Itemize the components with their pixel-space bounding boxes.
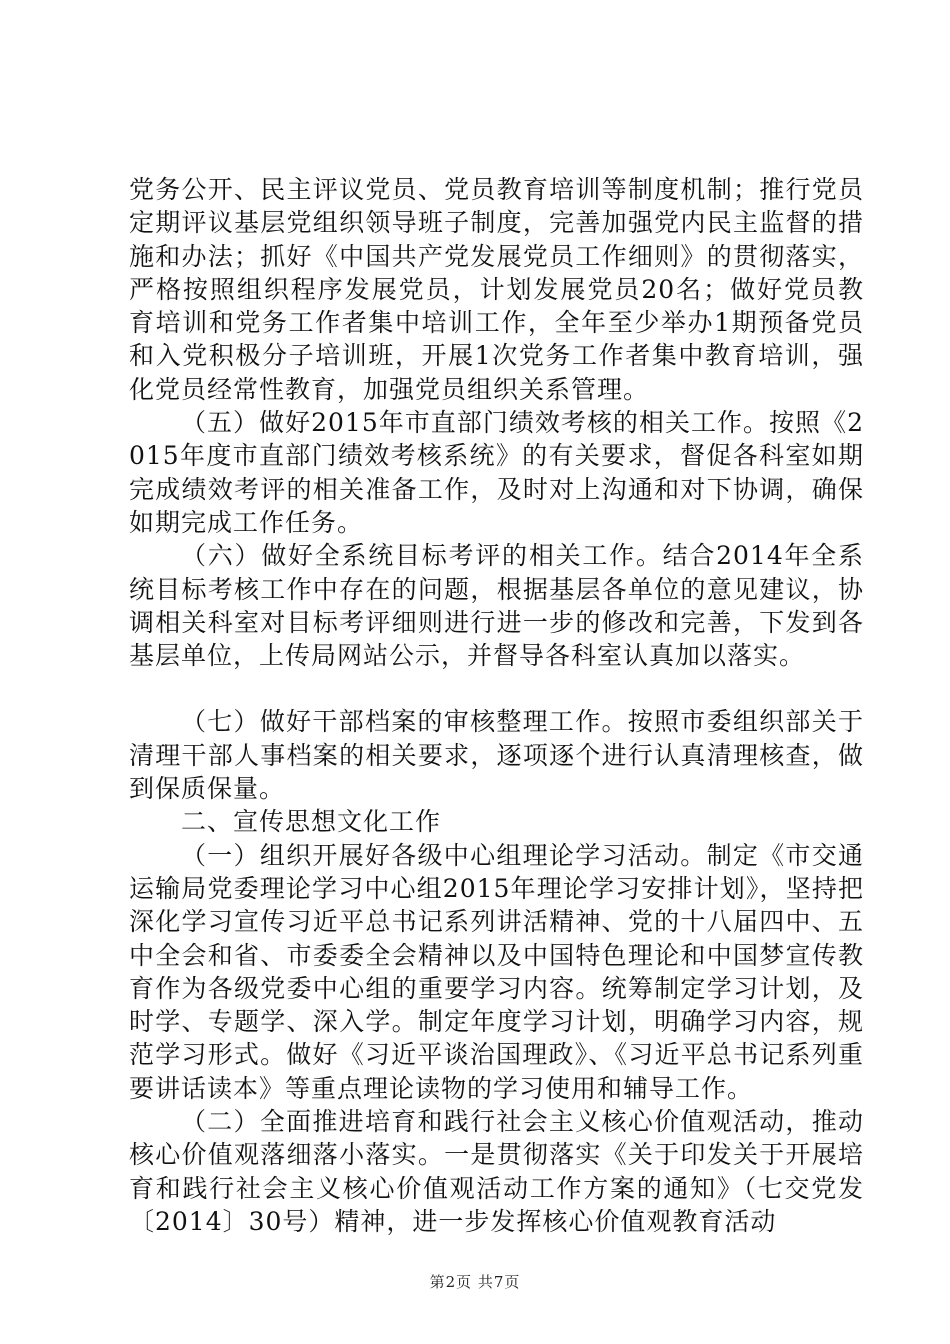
paragraph-party-affairs: 党务公开、民主评议党员、党员教育培训等制度机制；推行党员定期评议基层党组织领导班子制度，完善加强党内民主监督的措施和办法；抓好《中国共产党发展党员工作细则》的贯彻落实，严格按照组织程序发展党员，计划发展党员20名；做好党员教育培训和党务工作者集中培训工作，全年至少举办1期预备党员和入党积极分子培训班，开展1次党务工作者集中教育培训，强化党员经常性教育，加强党员组织关系管理。 [129,175,864,404]
paragraph-item-5: （五）做好2015年市直部门绩效考核的相关工作。按照《2015年度市直部门绩效考核系统》的有关要求，督促各科室如期完成绩效考评的相关准备工作，及时对上沟通和对下协调，确保如期完成工作任务。 [129,408,864,537]
page-footer: 第2页 共7页 [429,1273,521,1291]
paragraph-propaganda-item-2: （二）全面推进培育和践行社会主义核心价值观活动，推动核心价值观落细落小落实。一是贯彻落实《关于印发关于开展培育和践行社会主义核心价值观活动工作方案的通知》（七交党发〔2014〕30号）精神，进一步发挥核心价值观教育活动 [129,1107,864,1236]
paragraph-item-7: （七）做好干部档案的审核整理工作。按照市委组织部关于清理干部人事档案的相关要求，逐项逐个进行认真清理核查，做到保质保量。 [129,707,864,804]
paragraph-propaganda-item-1: （一）组织开展好各级中心组理论学习活动。制定《市交通运输局党委理论学习中心组2015年理论学习安排计划》，坚持把深化学习宣传习近平总书记系列讲活精神、党的十八届四中、五中全会和省、市委委全会精神以及中国特色理论和中国梦宣传教育作为各级党委中心组的重要学习内容。统筹制定学习计划，及时学、专题学、深入学。制定年度学习计划，明确学习内容，规范学习形式。做好《习近平谈治国理政》、《习近平总书记系列重要讲话读本》等重点理论读物的学习使用和辅导工作。 [129,840,864,1103]
section-heading-propaganda: 二、宣传思想文化工作 [181,807,442,837]
paragraph-item-6: （六）做好全系统目标考评的相关工作。结合2014年全系统目标考核工作中存在的问题，根据基层各单位的意见建议，协调相关科室对目标考评细则进行进一步的修改和完善，下发到各基层单位，上传局网站公示，并督导各科室认真加以落实。 [129,541,864,671]
document-body [129,173,864,1238]
